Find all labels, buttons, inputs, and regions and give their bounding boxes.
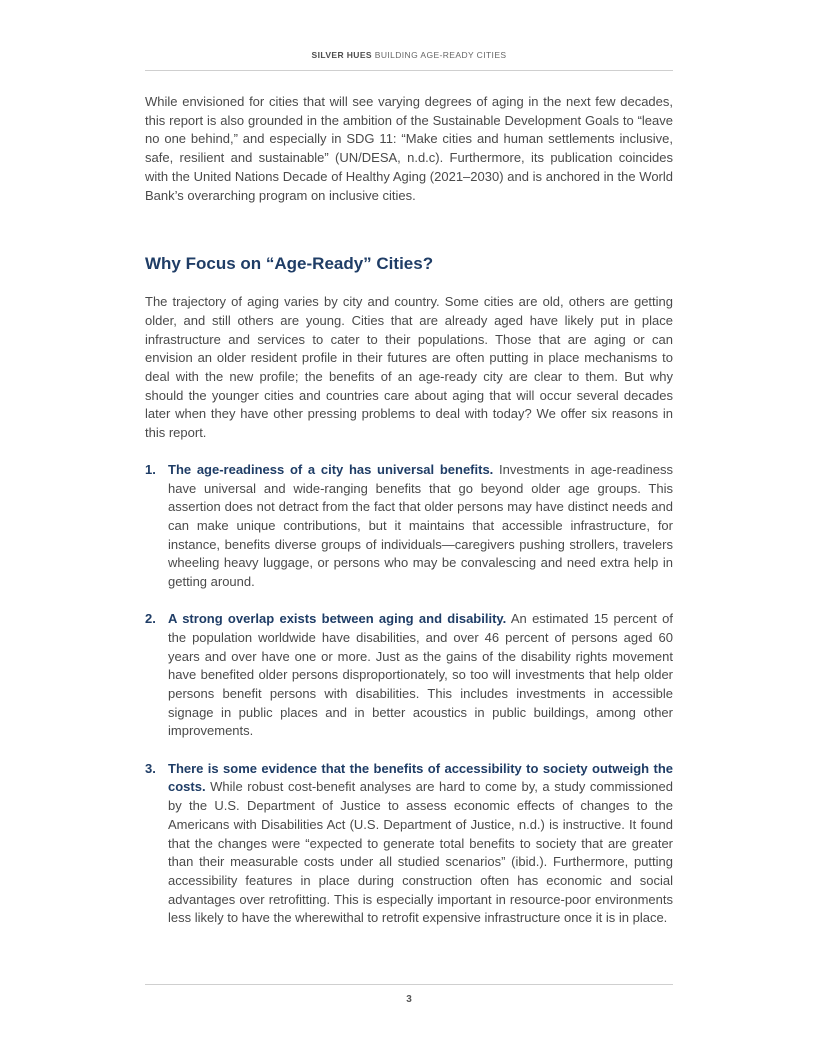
reason-lead: The age-readiness of a city has universal benefits. [168,461,494,477]
reason-item [145,610,673,741]
opening-paragraph: While envisioned for cities that will see varying degrees of aging in the next few decades, this report is also grounded in the ambition of the Sustainable Development Goals to “leave no one behind,” and especially in SDG 11: “Make cities and human settlements inclusive, safe, resilient and sustainable” (UN/DESA, n.d.c). Furthermore, its publication coincides with the United Nations Decade of Healthy Aging (2021–2030) and is anchored in the World Bank’s overarching program on inclusive cities. [145,94,673,203]
reasons-list [145,461,673,928]
header-divider [145,70,673,71]
running-header [145,50,673,60]
reason-number: 1. [145,461,156,477]
section-intro-paragraph: The trajectory of aging varies by city and country. Some cities are old, others are getting older, and still others are young. Cities that are already aged have likely put in place infrastructure and services to cater to their populations. Those that are aging or can envision an older resident profile in their futures are often putting in place mechanisms to deal with the new profile; the benefits of an age-ready city are clear to them. But why should the younger cities and countries care about aging that will occur several decades later when they have other pressing problems to deal with today? We offer six reasons in this report. [145,294,673,441]
reason-text: Investments in age-readiness have universal and wide-ranging benefits that go beyond older age groups. This assertion does not detract from the fact that older persons may have distinct needs and can make unique contributions, but it maintains that accessible infrastructure, for instance, benefits diverse groups of individuals—caregivers pushing strollers, travelers wheeling heavy luggage, or persons who may be convalescing and need extra help in getting around. [168,461,673,590]
reason-text: While robust cost-benefit analyses are hard to come by, a study commissioned by the U.S. Department of Justice to assess economic effects of changes to the Americans with Disabilities Act (U.S. Department of Justice, n.d.) is instructive. It found that the changes were “expected to generate total benefits to society that are greater than their measurable costs under all studied scenarios” (ibid.). Furthermore, putting accessibility features in place during construction often has economic and social advantages over retrofitting. This is especially important in resource-poor environments less likely to have the wherewithal to retrofit expensive infrastructure once it is in place. [168,779,673,926]
reason-text: An estimated 15 percent of the population worldwide have disabilities, and over 46 percent of persons aged 60 years and over have one or more. Just as the gains of the disability rights movement have benefited older persons disproportionately, so too will investments that help older persons benefit persons with disabilities. This includes investments in accessible signage in public places and in better acoustics in public buildings, among other improvements. [168,611,673,739]
footer-divider [145,984,673,985]
reason-number: 2. [145,611,156,627]
reason-item [145,760,673,928]
reason-lead: There is some evidence that the benefits of accessibility to society outweigh the costs. [168,760,673,795]
main-content [145,93,673,947]
header-subtitle: BUILDING AGE-READY CITIES [374,50,507,60]
reason-number: 3. [145,760,156,776]
page-number: 3 [406,994,412,1005]
reason-item [145,461,673,592]
header-brand: SILVER HUES [311,50,372,60]
section-heading: Why Focus on “Age-Ready” Cities? [145,254,434,274]
reason-lead: A strong overlap exists between aging and disability. [168,611,507,627]
